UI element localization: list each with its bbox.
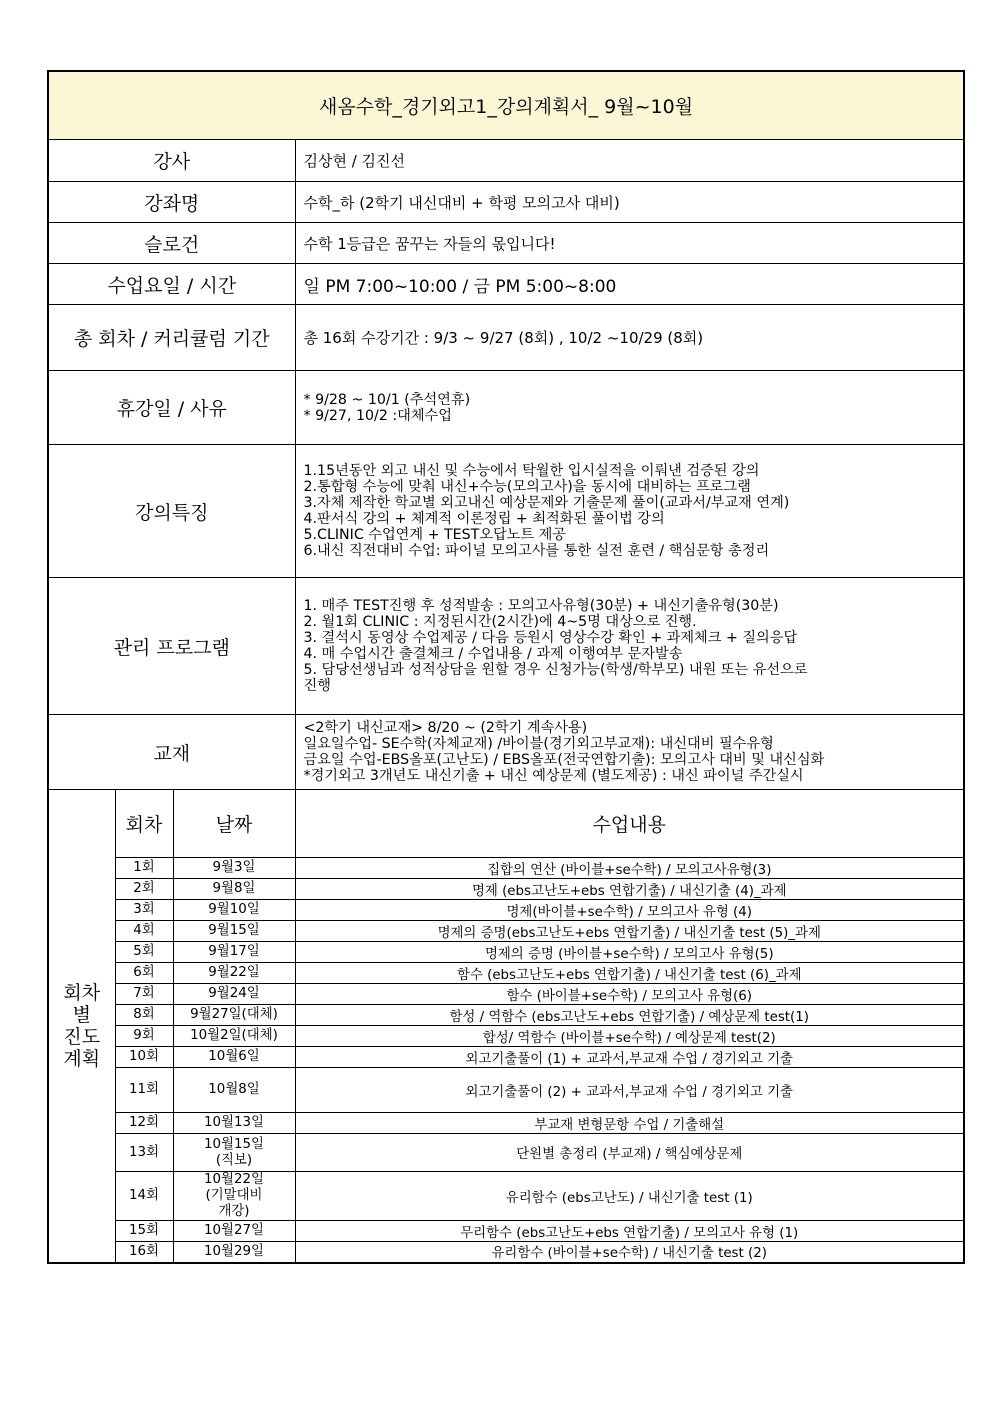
slogan-label: 슬로건 [48, 223, 295, 264]
textbook-line: <2학기 내신교재> 8/20 ~ (2학기 계속사용) [303, 720, 588, 736]
content-cell: 명제 (ebs고난도+ebs 연합기출) / 내신기출 (4)_과제 [295, 879, 964, 900]
table-row [48, 963, 964, 984]
date-cell: 9월10일 [173, 900, 295, 921]
table-row [48, 858, 964, 879]
instructor-label: 강사 [48, 140, 295, 182]
session-cell: 9회 [115, 1026, 173, 1047]
side-label-line: 별 [72, 1003, 91, 1026]
session-cell: 10회 [115, 1047, 173, 1068]
content-cell: 집합의 연산 (바이블+se수학) / 모의고사유형(3) [295, 858, 964, 879]
date-cell: 9월27일(대체) [173, 1005, 295, 1026]
date-cell [173, 1172, 295, 1221]
feature-line: 3.자체 제작한 학교별 외고내신 예상문제와 기출문제 풀이(교과서/부교재 연계) [303, 495, 790, 511]
content-cell: 단원별 총정리 (부교재) / 핵심예상문제 [295, 1134, 964, 1172]
features-value [295, 445, 964, 578]
feature-line: 4.판서식 강의 + 체계적 이론정립 + 최적화된 풀이법 강의 [303, 511, 665, 527]
date-cell: 10월6일 [173, 1047, 295, 1068]
table-row [48, 984, 964, 1005]
management-line: 1. 매주 TEST진행 후 성적발송 : 모의고사유형(30분) + 내신기출유형(30분) [303, 598, 779, 614]
content-cell: 유리함수 (바이블+se수학) / 내신기출 test (2) [295, 1242, 964, 1263]
session-cell: 11회 [115, 1068, 173, 1113]
course-value: 수학_하 (2학기 내신대비 + 학평 모의고사 대비) [295, 182, 964, 223]
holiday-line: * 9/28 ~ 10/1 (추석연휴) [303, 391, 471, 408]
date-header: 날짜 [173, 790, 295, 858]
feature-line: 2.통합형 수능에 맞춰 내신+수능(모의고사)을 동시에 대비하는 프로그램 [303, 479, 751, 495]
session-cell: 13회 [115, 1134, 173, 1172]
date-cell: 9월8일 [173, 879, 295, 900]
date-cell: 10월8일 [173, 1068, 295, 1113]
features-label: 강의특징 [48, 445, 295, 578]
slogan-value: 수학 1등급은 꿈꾸는 자들의 몫입니다! [295, 223, 964, 264]
side-label-line: 회차 [63, 981, 101, 1004]
management-line: 2. 월1회 CLINIC : 지정된시간(2시간)에 4~5명 대상으로 진행. [303, 614, 697, 630]
content-cell: 함수 (바이블+se수학) / 모의고사 유형(6) [295, 984, 964, 1005]
session-cell: 14회 [115, 1172, 173, 1221]
table-row [48, 1113, 964, 1134]
session-cell: 3회 [115, 900, 173, 921]
table-row [48, 900, 964, 921]
table-row [48, 942, 964, 963]
table-row [48, 1172, 964, 1221]
management-line: 진행 [303, 678, 331, 694]
feature-line: 6.내신 직전대비 수업: 파이널 모의고사를 통한 실전 훈련 / 핵심문항 총정리 [303, 543, 770, 559]
instructor-value: 김상현 / 김진선 [295, 140, 964, 182]
textbook-value [295, 715, 964, 790]
management-label: 관리 프로그램 [48, 578, 295, 715]
content-cell: 함수 (ebs고난도+ebs 연합기출) / 내신기출 test (6)_과제 [295, 963, 964, 984]
date-line: (직보) [215, 1152, 253, 1168]
date-line: 10월15일 [204, 1136, 264, 1152]
table-row [48, 921, 964, 942]
content-cell: 무리함수 (ebs고난도+ebs 연합기출) / 모의고사 유형 (1) [295, 1221, 964, 1242]
holiday-label: 휴강일 / 사유 [48, 371, 295, 445]
date-line: 10월22일 [204, 1172, 264, 1187]
management-line: 5. 담당선생님과 성적상담을 원할 경우 신청가능(학생/학부모) 내원 또는 유선으로 [303, 662, 808, 678]
period-value: 총 16회 수강기간 : 9/3 ~ 9/27 (8회) , 10/2 ~10/29 (8회) [295, 305, 964, 371]
table-row [48, 1068, 964, 1113]
side-label-line: 계획 [63, 1047, 101, 1070]
schedule-side-label [48, 790, 115, 1263]
date-line: (기말대비 [205, 1188, 263, 1203]
textbook-line: 금요일 수업-EBS올포(고난도) / EBS올포(전국연합기출): 모의고사 대비 및 내신심화 [303, 752, 825, 768]
date-cell: 9월22일 [173, 963, 295, 984]
feature-line: 1.15년동안 외고 내신 및 수능에서 탁월한 입시실적을 이뤄낸 검증된 강의 [303, 463, 760, 479]
textbook-line: 일요일수업- SE수학(자체교재) /바이블(경기외고부교재): 내신대비 필수유형 [303, 736, 774, 752]
session-cell: 15회 [115, 1221, 173, 1242]
course-label: 강좌명 [48, 182, 295, 223]
table-row [48, 1242, 964, 1263]
date-cell: 9월17일 [173, 942, 295, 963]
date-cell: 10월13일 [173, 1113, 295, 1134]
table-row [48, 1005, 964, 1026]
content-cell: 유리함수 (ebs고난도) / 내신기출 test (1) [295, 1172, 964, 1221]
date-cell [173, 1134, 295, 1172]
content-cell: 명제의 증명 (바이블+se수학) / 모의고사 유형(5) [295, 942, 964, 963]
lecture-plan-table [47, 70, 965, 1264]
period-label: 총 회차 / 커리큘럼 기간 [48, 305, 295, 371]
textbook-line: *경기외고 3개년도 내신기출 + 내신 예상문제 (별도제공) : 내신 파이널 주간실시 [303, 768, 804, 784]
table-row [48, 1047, 964, 1068]
session-cell: 6회 [115, 963, 173, 984]
date-cell: 10월27일 [173, 1221, 295, 1242]
table-row [48, 879, 964, 900]
session-cell: 16회 [115, 1242, 173, 1263]
date-cell: 9월24일 [173, 984, 295, 1005]
management-line: 4. 매 수업시간 출결체크 / 수업내용 / 과제 이행여부 문자발송 [303, 646, 683, 662]
session-cell: 4회 [115, 921, 173, 942]
content-cell: 외고기출풀이 (1) + 교과서,부교재 수업 / 경기외고 기출 [295, 1047, 964, 1068]
schedule-label: 수업요일 / 시간 [48, 264, 295, 305]
session-cell: 5회 [115, 942, 173, 963]
table-row [48, 1134, 964, 1172]
session-cell: 1회 [115, 858, 173, 879]
session-cell: 8회 [115, 1005, 173, 1026]
textbook-label: 교재 [48, 715, 295, 790]
document-title: 새옴수학_경기외고1_강의계획서_ 9월~10월 [48, 71, 964, 140]
date-line: 개강) [218, 1204, 250, 1219]
content-cell: 부교재 변형문항 수업 / 기출해설 [295, 1113, 964, 1134]
date-cell: 10월2일(대체) [173, 1026, 295, 1047]
holiday-value [295, 371, 964, 445]
feature-line: 5.CLINIC 수업연계 + TEST오답노트 제공 [303, 527, 567, 543]
schedule-value: 일 PM 7:00~10:00 / 금 PM 5:00~8:00 [295, 264, 964, 305]
content-cell: 명제의 증명(ebs고난도+ebs 연합기출) / 내신기출 test (5)_과제 [295, 921, 964, 942]
table-row [48, 1026, 964, 1047]
session-cell: 2회 [115, 879, 173, 900]
content-header: 수업내용 [295, 790, 964, 858]
session-cell: 7회 [115, 984, 173, 1005]
content-cell: 명제(바이블+se수학) / 모의고사 유형 (4) [295, 900, 964, 921]
content-cell: 외고기출풀이 (2) + 교과서,부교재 수업 / 경기외고 기출 [295, 1068, 964, 1113]
content-cell: 함성 / 역함수 (ebs고난도+ebs 연합기출) / 예상문제 test(1) [295, 1005, 964, 1026]
management-line: 3. 결석시 동영상 수업제공 / 다음 등원시 영상수강 확인 + 과제체크 + 질의응답 [303, 630, 798, 646]
management-value [295, 578, 964, 715]
holiday-line: * 9/27, 10/2 :대체수업 [303, 407, 452, 424]
date-cell: 9월3일 [173, 858, 295, 879]
session-cell: 12회 [115, 1113, 173, 1134]
date-cell: 9월15일 [173, 921, 295, 942]
session-header: 회차 [115, 790, 173, 858]
content-cell: 합성/ 역함수 (바이블+se수학) / 예상문제 test(2) [295, 1026, 964, 1047]
date-cell: 10월29일 [173, 1242, 295, 1263]
side-label-line: 진도 [63, 1025, 101, 1048]
table-row [48, 1221, 964, 1242]
